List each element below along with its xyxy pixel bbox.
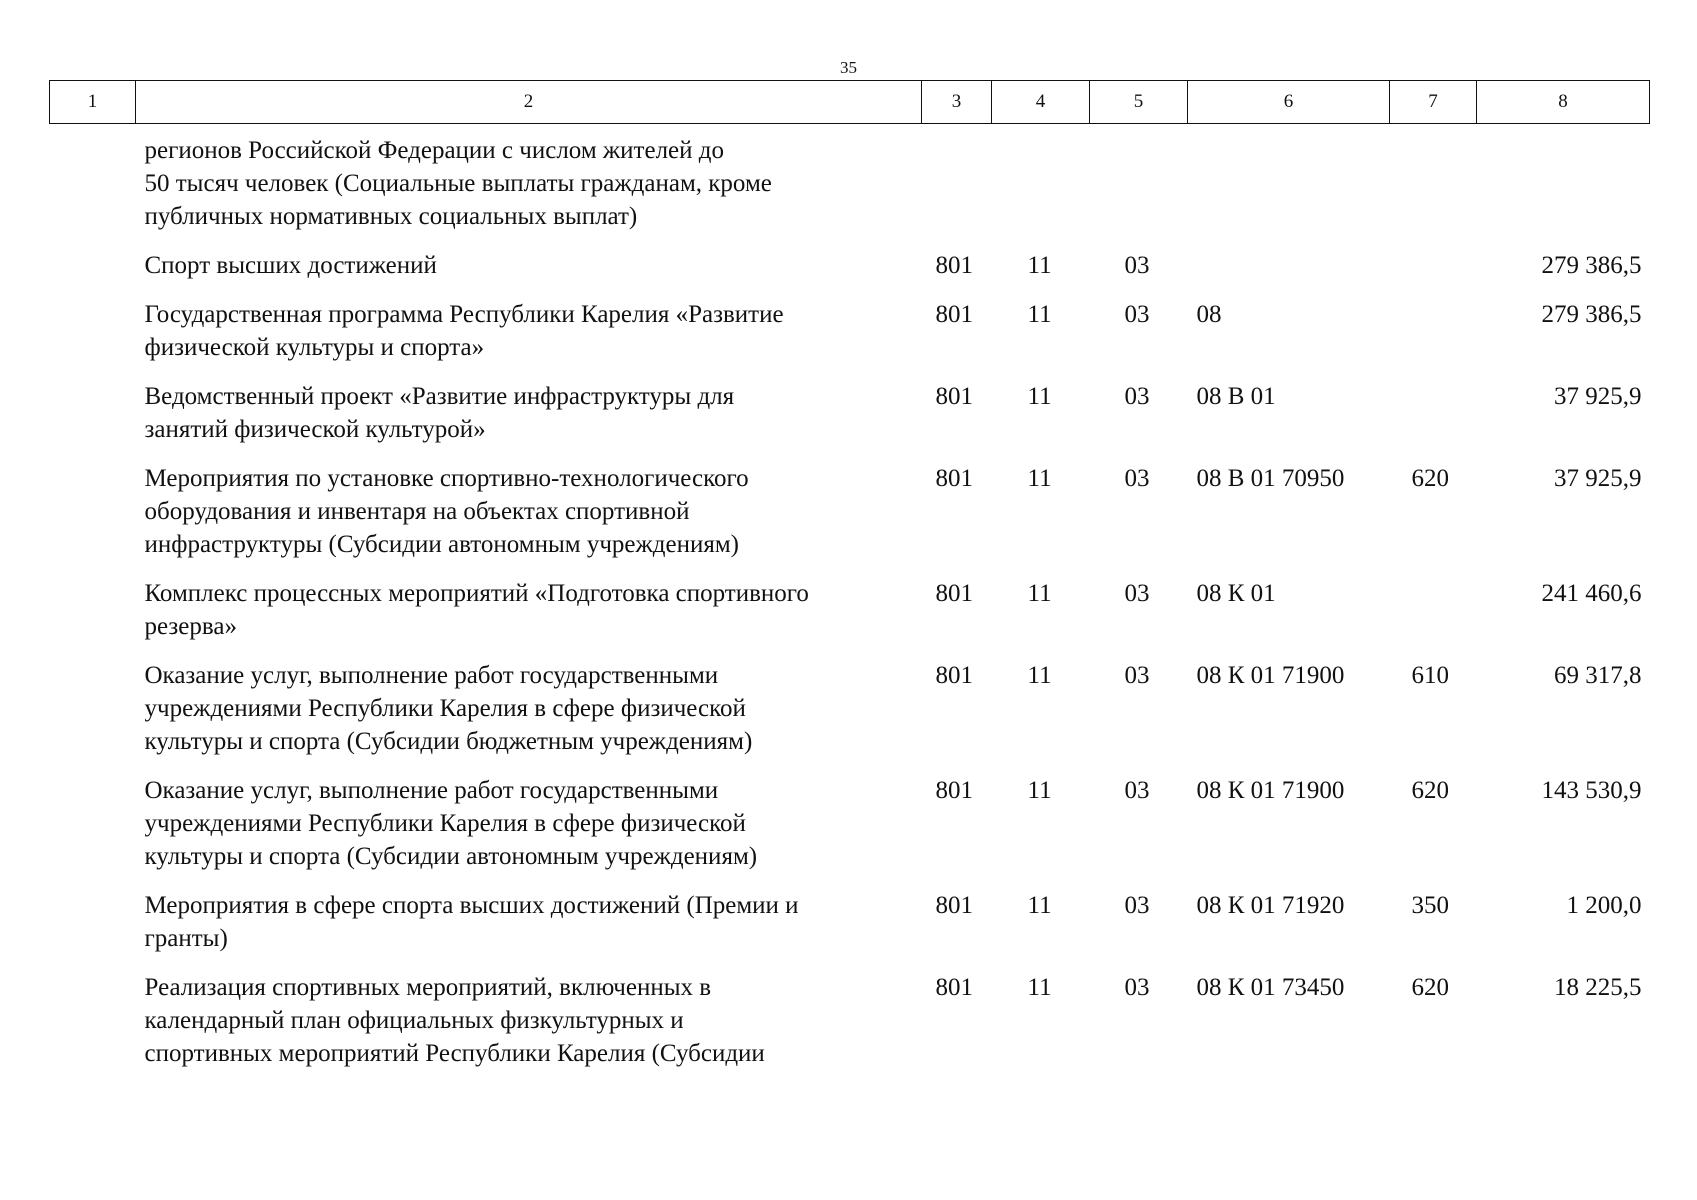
expense-type-code	[1390, 577, 1477, 659]
admin-code: 801	[935, 974, 973, 1001]
item-name-text: Спорт высших достижений	[144, 252, 437, 279]
table-row	[50, 774, 1650, 889]
amount: 37 925,9	[1554, 465, 1642, 492]
expense-type-code: 620	[1411, 777, 1449, 804]
admin-code: 801	[935, 301, 973, 328]
item-name	[136, 577, 922, 659]
section-code: 11	[1027, 777, 1052, 804]
target-article-code: 08 К 01 71900	[1196, 662, 1345, 689]
subsection-code: 03	[1124, 892, 1150, 919]
empty-cell	[50, 659, 136, 774]
column-header-7: 7	[1390, 81, 1477, 124]
expense-type-code: 610	[1411, 662, 1449, 689]
subsection-code: 03	[1124, 383, 1150, 410]
section-code: 11	[1027, 383, 1052, 410]
table-row	[50, 577, 1650, 659]
section-code: 11	[1027, 301, 1052, 328]
subsection-code: 03	[1124, 465, 1150, 492]
empty-cell	[50, 971, 136, 1086]
table-row	[50, 889, 1650, 971]
empty-cell	[50, 577, 136, 659]
empty-cell	[50, 774, 136, 889]
target-article-code: 08 В 01	[1196, 383, 1276, 410]
admin-code: 801	[935, 465, 973, 492]
empty-cell	[50, 380, 136, 462]
empty-cell	[50, 889, 136, 971]
column-header-6: 6	[1188, 81, 1390, 124]
item-name-text: Ведомственный проект «Развитие инфраструктуры для занятий физической культурой»	[144, 383, 735, 443]
amount: 37 925,9	[1554, 383, 1642, 410]
admin-code: 801	[935, 892, 973, 919]
table-row	[50, 659, 1650, 774]
item-name-text: регионов Российской Федерации с числом жителей до 50 тысяч человек (Социальные выплаты гражданам, кроме публичных нормативных социальных выплат)	[144, 137, 772, 230]
column-number-header	[50, 81, 1650, 124]
subsection-code: 03	[1124, 580, 1150, 607]
amount	[1477, 124, 1650, 250]
item-name-text: Государственная программа Республики Карелия «Развитие физической культуры и спорта»	[144, 301, 784, 361]
admin-code: 801	[935, 383, 973, 410]
item-name-text: Мероприятия по установке спортивно-технологического оборудования и инвентаря на объектах спортивной инфраструктуры (Субсидии автономным учреждениям)	[144, 465, 749, 558]
item-name-text: Комплекс процессных мероприятий «Подготовка спортивного резерва»	[144, 580, 809, 640]
item-name	[136, 462, 922, 577]
item-name	[136, 889, 922, 971]
subsection-code: 03	[1124, 301, 1150, 328]
subsection-code	[1090, 124, 1188, 250]
page-number: 35	[840, 58, 857, 77]
table-body	[50, 124, 1650, 1087]
amount: 18 225,5	[1554, 974, 1642, 1001]
amount: 241 460,6	[1541, 580, 1642, 607]
table-row	[50, 249, 1650, 298]
amount: 279 386,5	[1541, 252, 1642, 279]
amount: 143 530,9	[1541, 777, 1642, 804]
admin-code: 801	[935, 252, 973, 279]
table-row	[50, 380, 1650, 462]
item-name-text: Мероприятия в сфере спорта высших достижений (Премии и гранты)	[144, 892, 799, 952]
section-code: 11	[1027, 252, 1052, 279]
column-header-4: 4	[992, 81, 1090, 124]
admin-code	[922, 124, 992, 250]
admin-code: 801	[935, 580, 973, 607]
item-name-text: Оказание услуг, выполнение работ государственными учреждениями Республики Карелия в сфере физической культуры и спорта (Субсидии бюджетным учреждениям)	[144, 662, 753, 755]
section-code: 11	[1027, 892, 1052, 919]
target-article-code: 08 К 01	[1196, 580, 1276, 607]
item-name	[136, 659, 922, 774]
amount: 1 200,0	[1566, 892, 1642, 919]
expense-type-code: 620	[1411, 465, 1449, 492]
expense-type-code	[1390, 298, 1477, 380]
item-name	[136, 249, 922, 298]
table-row	[50, 462, 1650, 577]
subsection-code: 03	[1124, 974, 1150, 1001]
item-name	[136, 298, 922, 380]
target-article-code	[1188, 124, 1390, 250]
item-name-text: Реализация спортивных мероприятий, включенных в календарный план официальных физкультурных и спортивных мероприятий Республики Карелия (Субсидии	[144, 974, 765, 1067]
item-name	[136, 971, 922, 1086]
admin-code: 801	[935, 662, 973, 689]
expense-type-code	[1390, 380, 1477, 462]
target-article-code: 08 К 01 71920	[1196, 892, 1345, 919]
target-article-code: 08 К 01 71900	[1196, 777, 1345, 804]
subsection-code: 03	[1124, 252, 1150, 279]
empty-cell	[50, 298, 136, 380]
section-code: 11	[1027, 580, 1052, 607]
expense-type-code	[1390, 124, 1477, 250]
table-row	[50, 124, 1650, 250]
section-code	[992, 124, 1090, 250]
target-article-code: 08	[1196, 301, 1222, 328]
empty-cell	[50, 249, 136, 298]
amount: 279 386,5	[1541, 301, 1642, 328]
amount: 69 317,8	[1554, 662, 1642, 689]
expense-type-code: 620	[1411, 974, 1449, 1001]
target-article-code	[1188, 249, 1390, 298]
item-name-text: Оказание услуг, выполнение работ государственными учреждениями Республики Карелия в сфере физической культуры и спорта (Субсидии автономным учреждениям)	[144, 777, 758, 870]
subsection-code: 03	[1124, 777, 1150, 804]
empty-cell	[50, 124, 136, 250]
column-header-2: 2	[136, 81, 922, 124]
budget-table	[49, 80, 1650, 1086]
subsection-code: 03	[1124, 662, 1150, 689]
item-name	[136, 380, 922, 462]
column-header-3: 3	[922, 81, 992, 124]
column-header-5: 5	[1090, 81, 1188, 124]
expense-type-code: 350	[1411, 892, 1449, 919]
item-name	[136, 774, 922, 889]
section-code: 11	[1027, 662, 1052, 689]
item-name	[136, 124, 922, 250]
column-header-1: 1	[50, 81, 136, 124]
empty-cell	[50, 462, 136, 577]
table-row	[50, 971, 1650, 1086]
expense-type-code	[1390, 249, 1477, 298]
table-row	[50, 298, 1650, 380]
section-code: 11	[1027, 465, 1052, 492]
target-article-code: 08 К 01 73450	[1196, 974, 1345, 1001]
target-article-code: 08 В 01 70950	[1196, 465, 1345, 492]
admin-code: 801	[935, 777, 973, 804]
section-code: 11	[1027, 974, 1052, 1001]
column-header-8: 8	[1477, 81, 1650, 124]
